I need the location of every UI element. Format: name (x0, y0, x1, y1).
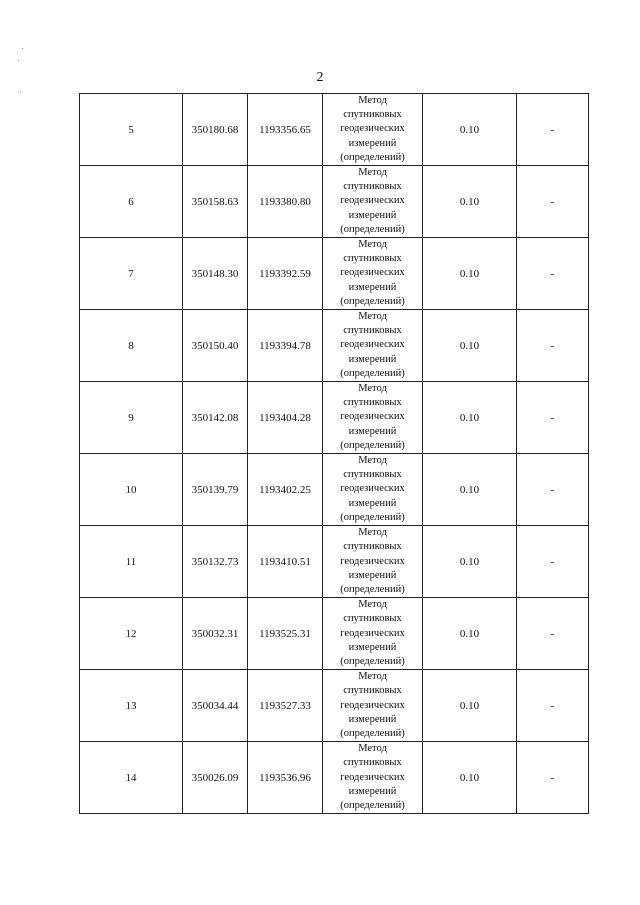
method-line: (определений) (340, 367, 405, 379)
x-coordinate-cell: 350034.44 (183, 670, 248, 742)
table-body (80, 94, 589, 814)
method-line: спутниковых (343, 181, 402, 193)
point-number-cell: 11 (80, 526, 183, 598)
scan-speck (20, 92, 21, 93)
note-cell: - (517, 598, 589, 670)
method-line: геодезических (340, 555, 405, 567)
table-row (80, 238, 589, 310)
y-coordinate-cell: 1193380.80 (248, 166, 323, 238)
accuracy-cell: 0.10 (423, 526, 517, 598)
method-line: измерений (348, 281, 397, 293)
y-coordinate-cell: 1193402.25 (248, 454, 323, 526)
y-coordinate-cell: 1193536.96 (248, 742, 323, 814)
method-cell (323, 310, 423, 382)
table-row (80, 166, 589, 238)
point-number-cell: 9 (80, 382, 183, 454)
note-cell: - (517, 454, 589, 526)
method-line: измерений (348, 425, 397, 437)
method-line: измерений (348, 209, 397, 221)
method-line: Метод (358, 455, 387, 467)
y-coordinate-cell: 1193356.65 (248, 94, 323, 166)
accuracy-cell: 0.10 (423, 238, 517, 310)
method-line: измерений (348, 569, 397, 581)
method-line: геодезических (340, 411, 405, 423)
accuracy-cell: 0.10 (423, 310, 517, 382)
table-row (80, 598, 589, 670)
table-row (80, 382, 589, 454)
method-line: геодезических (340, 267, 405, 279)
y-coordinate-cell: 1193527.33 (248, 670, 323, 742)
method-line: Метод (358, 527, 387, 539)
point-number-cell: 12 (80, 598, 183, 670)
method-cell (323, 742, 423, 814)
method-line: (определений) (340, 295, 405, 307)
point-number-cell: 10 (80, 454, 183, 526)
method-line: (определений) (340, 511, 405, 523)
table-row (80, 310, 589, 382)
accuracy-cell: 0.10 (423, 454, 517, 526)
accuracy-cell: 0.10 (423, 598, 517, 670)
table-row (80, 454, 589, 526)
y-coordinate-cell: 1193392.59 (248, 238, 323, 310)
method-line: Метод (358, 599, 387, 611)
page-number: 2 (316, 70, 324, 85)
y-coordinate-cell: 1193525.31 (248, 598, 323, 670)
x-coordinate-cell: 350032.31 (183, 598, 248, 670)
note-cell: - (517, 310, 589, 382)
x-coordinate-cell: 350142.08 (183, 382, 248, 454)
method-line: измерений (348, 713, 397, 725)
y-coordinate-cell: 1193410.51 (248, 526, 323, 598)
note-cell: - (517, 166, 589, 238)
method-line: геодезических (340, 123, 405, 135)
point-number-cell: 8 (80, 310, 183, 382)
point-number-cell: 5 (80, 94, 183, 166)
point-number-cell: 6 (80, 166, 183, 238)
method-line: Метод (358, 671, 387, 683)
table-row (80, 742, 589, 814)
method-line: (определений) (340, 727, 405, 739)
method-line: геодезических (340, 195, 405, 207)
scan-speck (22, 48, 23, 49)
accuracy-cell: 0.10 (423, 670, 517, 742)
method-line: геодезических (340, 339, 405, 351)
method-line: измерений (348, 353, 397, 365)
method-cell (323, 598, 423, 670)
point-number-cell: 14 (80, 742, 183, 814)
note-cell: - (517, 742, 589, 814)
method-line: Метод (358, 383, 387, 395)
method-line: спутниковых (343, 109, 402, 121)
method-line: (определений) (340, 583, 405, 595)
method-line: геодезических (340, 627, 405, 639)
method-line: измерений (348, 785, 397, 797)
method-line: спутниковых (343, 469, 402, 481)
table-row (80, 94, 589, 166)
x-coordinate-cell: 350180.68 (183, 94, 248, 166)
method-line: (определений) (340, 151, 405, 163)
method-line: геодезических (340, 483, 405, 495)
method-line: спутниковых (343, 397, 402, 409)
method-line: спутниковых (343, 685, 402, 697)
method-line: Метод (358, 743, 387, 755)
method-line: измерений (348, 137, 397, 149)
method-cell (323, 166, 423, 238)
method-cell (323, 238, 423, 310)
x-coordinate-cell: 350148.30 (183, 238, 248, 310)
note-cell: - (517, 382, 589, 454)
method-line: геодезических (340, 699, 405, 711)
accuracy-cell: 0.10 (423, 166, 517, 238)
accuracy-cell: 0.10 (423, 94, 517, 166)
table-row (80, 670, 589, 742)
note-cell: - (517, 238, 589, 310)
table-row (80, 526, 589, 598)
method-cell (323, 526, 423, 598)
accuracy-cell: 0.10 (423, 742, 517, 814)
method-line: (определений) (340, 799, 405, 811)
method-line: Метод (358, 95, 387, 106)
method-line: спутниковых (343, 757, 402, 769)
note-cell: - (517, 670, 589, 742)
x-coordinate-cell: 350150.40 (183, 310, 248, 382)
method-cell (323, 382, 423, 454)
method-line: спутниковых (343, 541, 402, 553)
method-line: Метод (358, 239, 387, 251)
method-line: спутниковых (343, 253, 402, 265)
point-number-cell: 7 (80, 238, 183, 310)
x-coordinate-cell: 350026.09 (183, 742, 248, 814)
method-line: (определений) (340, 223, 405, 235)
method-line: спутниковых (343, 325, 402, 337)
note-cell: - (517, 526, 589, 598)
method-line: спутниковых (343, 613, 402, 625)
accuracy-cell: 0.10 (423, 382, 517, 454)
method-line: Метод (358, 167, 387, 179)
method-line: измерений (348, 497, 397, 509)
method-line: (определений) (340, 439, 405, 451)
scan-speck (18, 60, 19, 61)
point-number-cell: 13 (80, 670, 183, 742)
x-coordinate-cell: 350139.79 (183, 454, 248, 526)
method-line: (определений) (340, 655, 405, 667)
method-line: измерений (348, 641, 397, 653)
note-cell: - (517, 94, 589, 166)
method-line: геодезических (340, 771, 405, 783)
method-cell (323, 94, 423, 166)
method-line: Метод (358, 311, 387, 323)
y-coordinate-cell: 1193404.28 (248, 382, 323, 454)
x-coordinate-cell: 350132.73 (183, 526, 248, 598)
coordinates-table (79, 93, 589, 814)
y-coordinate-cell: 1193394.78 (248, 310, 323, 382)
x-coordinate-cell: 350158.63 (183, 166, 248, 238)
method-cell (323, 670, 423, 742)
method-cell (323, 454, 423, 526)
